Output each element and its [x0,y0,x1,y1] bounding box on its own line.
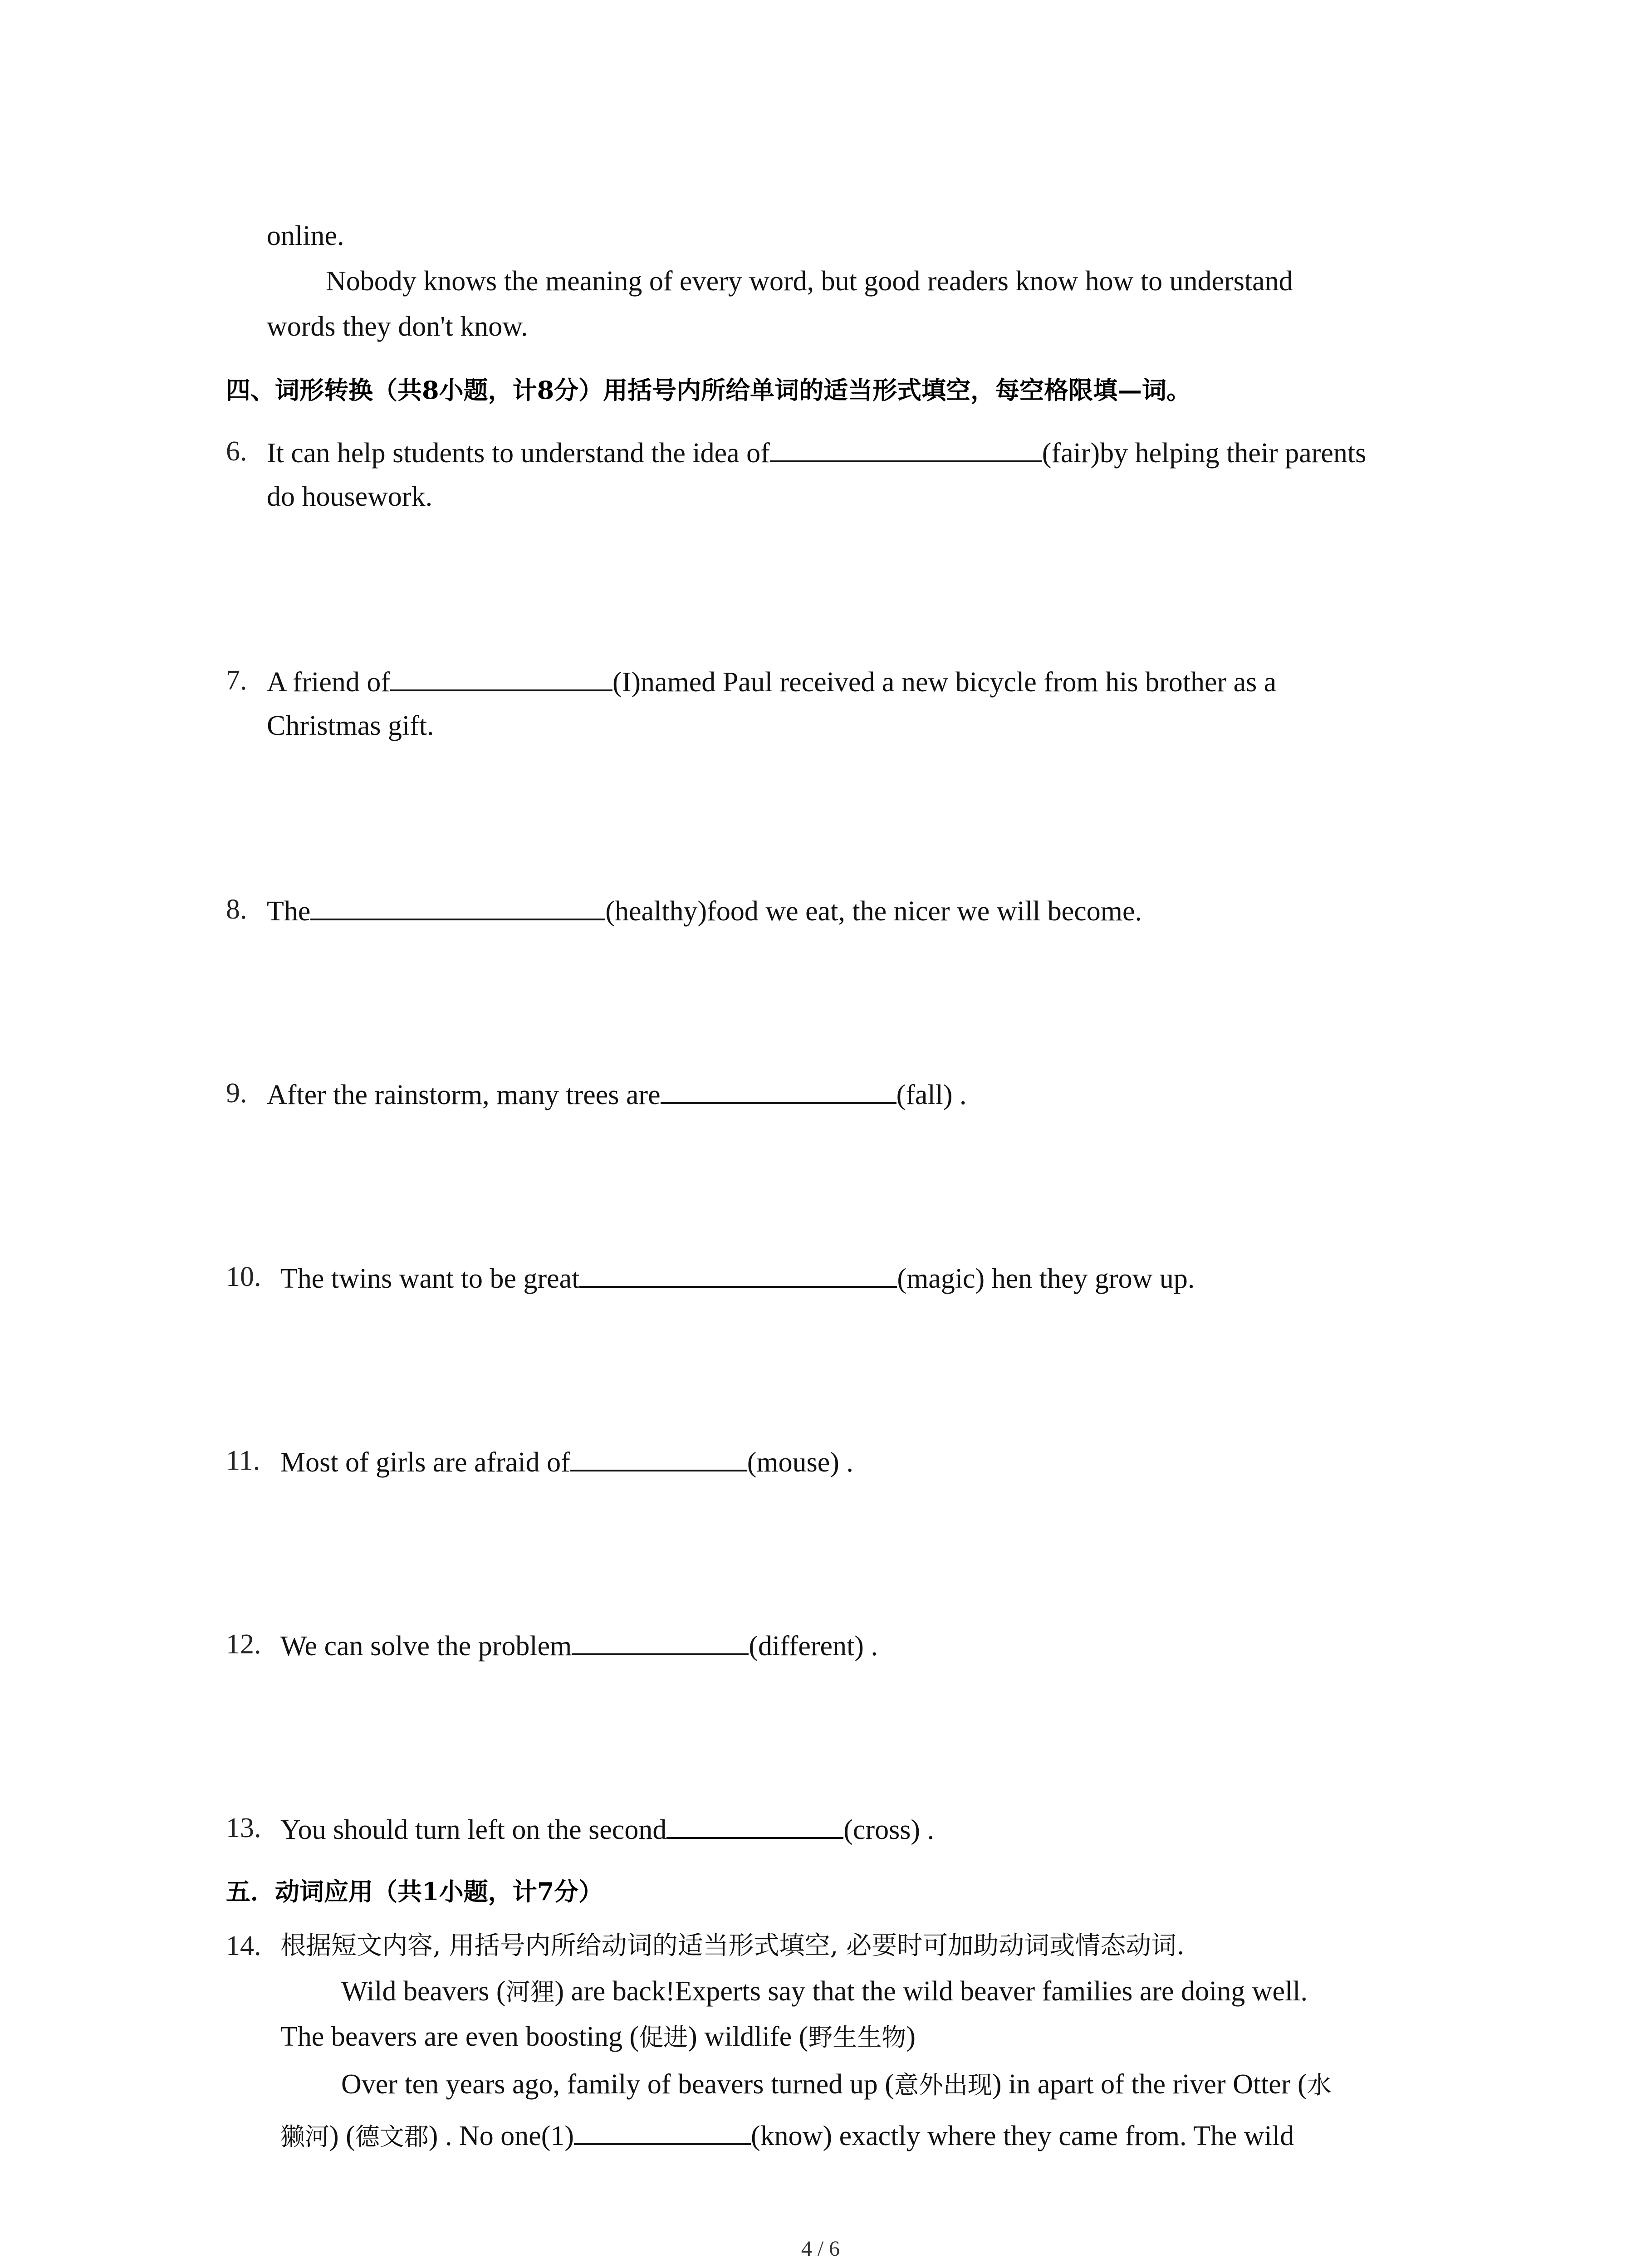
question-number: 8. [226,894,247,925]
question-text: (cross) . [843,1814,935,1845]
question-text: (magic) hen they grow up. [897,1263,1195,1294]
question-instruction: 根据短文内容, 用括号内所给动词的适当形式填空, 必要时可加助动词或情态动词. [280,1931,1185,1960]
question-text: The twins want to be great [280,1263,580,1294]
question-9 [226,1075,967,1111]
question-number: 10. [226,1261,261,1292]
passage-line: 獭河) (德文郡) . No one(1) (know) exactly where they came from. The wild [280,2116,1294,2155]
question-number: 6. [226,436,247,467]
question-text: (fall) . [896,1080,967,1110]
question-7 [226,662,1277,699]
question-10 [226,1259,1195,1295]
question-12 [226,1626,878,1662]
question-text: (I)named Paul received a new bicycle from his brother as a [612,667,1277,698]
question-text: (different) . [749,1631,878,1662]
question-text: do housework. [267,481,433,512]
answer-blank[interactable] [770,433,1042,462]
question-text: A friend of [267,667,391,698]
passage-line: online. [267,220,344,251]
answer-blank[interactable] [574,2116,751,2145]
passage-line: The beavers are even boosting (促进) wildlife (野生生物) [280,2021,916,2052]
question-number: 13. [226,1813,261,1843]
question-14 [226,1928,1185,1964]
answer-blank[interactable] [572,1626,749,1655]
question-number: 14. [226,1931,261,1961]
question-text: (mouse) . [747,1447,853,1478]
question-text: Most of girls are afraid of [280,1447,570,1478]
question-number: 9. [226,1078,247,1109]
question-text: (healthy)food we eat, the nicer we will become. [605,896,1142,927]
section-heading: 四、词形转换（共8小题，计8分）用括号内所给单词的适当形式填空，每空格限填—词。 [226,376,1191,405]
passage-line: Wild beavers (河狸) are back!Experts say that the wild beaver families are doing well. [341,1976,1308,2007]
answer-blank[interactable] [666,1810,843,1839]
question-11 [226,1442,853,1479]
question-text: It can help students to understand the idea of [267,438,770,469]
question-text: After the rainstorm, many trees are [267,1080,661,1110]
question-text: (fair)by helping their parents [1042,438,1367,469]
answer-blank[interactable] [310,891,605,920]
question-number: 11. [226,1445,260,1476]
answer-blank[interactable] [579,1259,897,1288]
page-number: 4 / 6 [801,2237,840,2261]
question-text: The [267,896,311,927]
answer-blank[interactable] [390,662,612,691]
question-text: You should turn left on the second [280,1814,667,1845]
question-number: 7. [226,665,247,696]
question-8 [226,891,1142,928]
passage-line: Over ten years ago, family of beavers turned up (意外出现) in apart of the river Otter (水 [341,2069,1332,2100]
question-13 [226,1810,935,1846]
section-heading: 五．动词应用（共1小题，计7分） [226,1877,603,1906]
question-number: 12. [226,1629,261,1660]
passage-line: Nobody knows the meaning of every word, but good readers know how to understand [326,266,1293,297]
question-text: Christmas gift. [267,710,434,741]
answer-blank[interactable] [570,1442,747,1471]
question-6 [226,433,1367,469]
passage-line: words they don't know. [267,311,528,342]
question-text: We can solve the problem [280,1631,572,1662]
answer-blank[interactable] [661,1075,896,1104]
